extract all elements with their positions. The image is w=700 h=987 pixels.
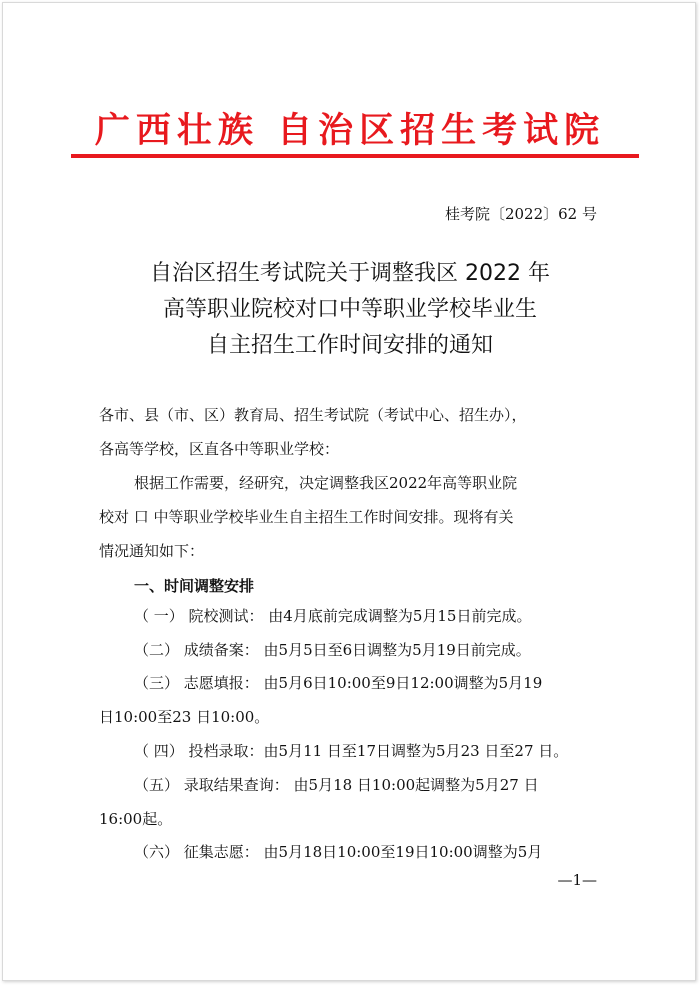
notice-title <box>3 256 697 364</box>
schedule-item-4: （ 四） 投档录取：由5月11 日至17日调整为5月23 日至27 日。 <box>134 742 569 760</box>
paragraph-line-2: 校对 口 中等职业学校毕业生自主招生工作时间安排。现将有关 <box>99 508 514 526</box>
notice-title-line-3: 自主招生工作时间安排的通知 <box>206 333 493 358</box>
document-number: 桂考院〔2022〕62 号 <box>444 205 597 223</box>
notice-title-line-2: 高等职业院校对口中等职业学校毕业生 <box>162 297 537 322</box>
notice-title-line-1: 自治区招生考试院关于调整我区 2022 年 <box>150 261 550 286</box>
page-number: —1— <box>557 871 597 889</box>
schedule-item-3: （三） 志愿填报： 由5月6日10:00至9日12:00调整为5月19 <box>134 674 543 692</box>
schedule-item-3-cont: 日10:00至23 日10:00。 <box>99 708 270 726</box>
paragraph-line-3: 情况通知如下： <box>99 542 205 560</box>
schedule-item-6: （六） 征集志愿： 由5月18日10:00至19日10:00调整为5月 <box>134 843 543 861</box>
schedule-item-1: （ 一） 院校测试： 由4月底前完成调整为5月15日前完成。 <box>134 607 532 625</box>
section-heading: 一、时间调整安排 <box>134 577 255 595</box>
paragraph-line-1: 根据工作需要，经研究，决定调整我区2022年高等职业院 <box>134 474 518 492</box>
address-line-1: 各市、县（市、区）教育局、招生考试院（考试中心、招生办）， <box>99 406 527 424</box>
red-separator-rule <box>71 154 639 158</box>
schedule-item-5: （五） 录取结果查询： 由5月18 日10:00起调整为5月27 日 <box>134 776 539 794</box>
document-page <box>2 2 696 981</box>
schedule-item-5-cont: 16:00起。 <box>99 810 173 828</box>
org-header-title: 广西壮族 自治区招生考试院 <box>94 111 606 151</box>
address-line-2: 各高等学校，区直各中等职业学校： <box>99 440 340 458</box>
schedule-item-2: （二） 成绩备案： 由5月5日至6日调整为5月19日前完成。 <box>134 641 531 659</box>
